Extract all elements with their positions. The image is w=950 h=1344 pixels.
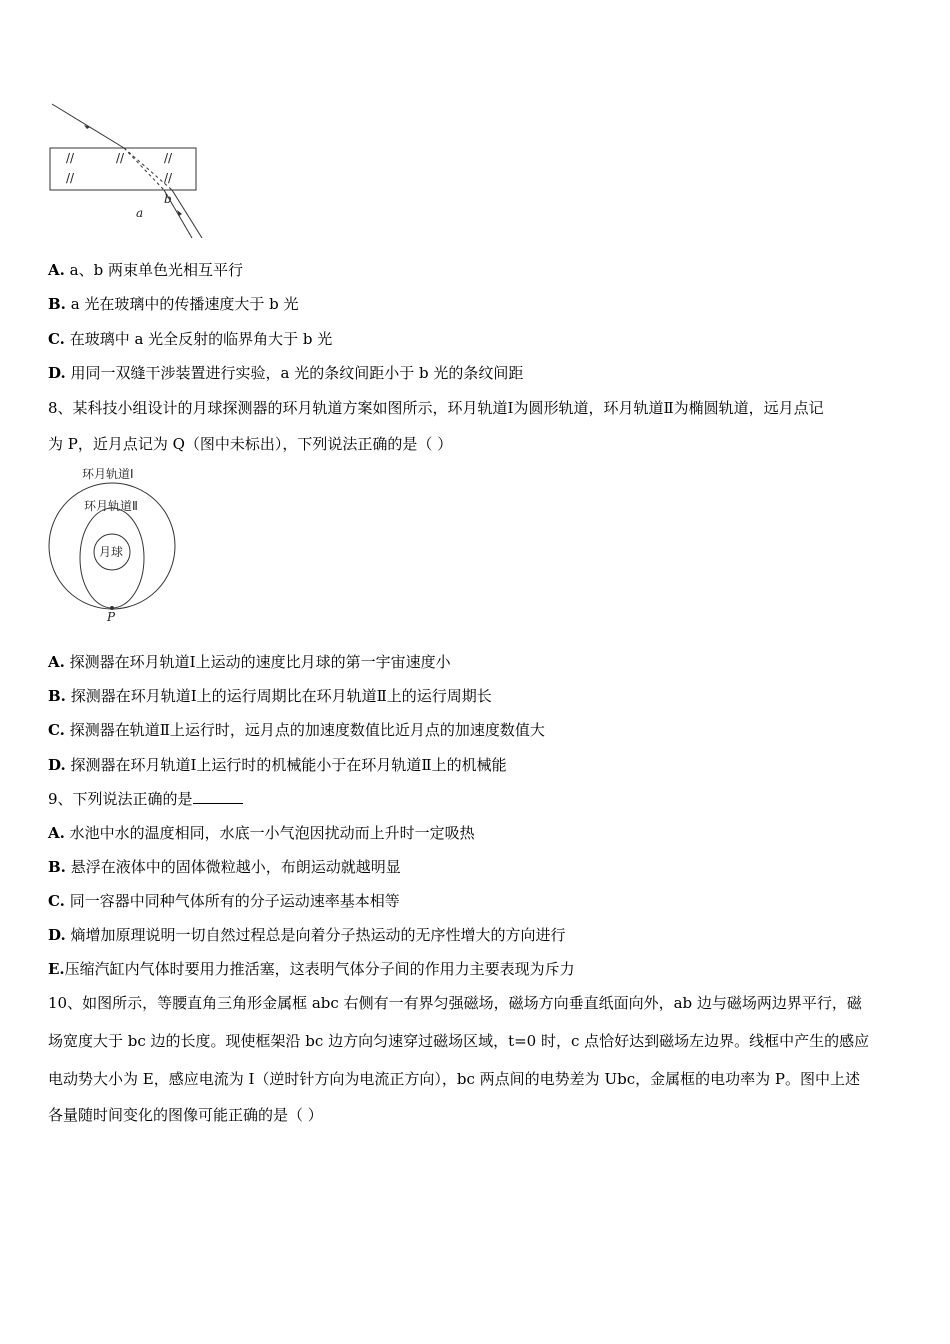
q9-option-a[interactable]: A. 水池中水的温度相同，水底一小气泡因扰动而上升时一定吸热	[48, 824, 475, 842]
label-b: b	[164, 192, 172, 206]
point-p-label: P	[107, 610, 116, 624]
q9-option-b[interactable]: B. 悬浮在液体中的固体微粒越小，布朗运动就越明显	[48, 858, 401, 876]
q10-line3: 电动势大小为 E，感应电流为 I（逆时针方向为电流正方向），bc 两点间的电势差为 Ubc，金属框的电功率为 P。图中上述	[48, 1070, 860, 1088]
svg-text://: //	[116, 151, 125, 165]
svg-text://: //	[164, 151, 173, 165]
answer-blank[interactable]	[193, 789, 243, 804]
q9-option-d[interactable]: D. 熵增加原理说明一切自然过程总是向着分子热运动的无序性增大的方向进行	[48, 926, 566, 944]
glass-block-figure	[46, 100, 216, 245]
orbit2-label: 环月轨道Ⅱ	[84, 499, 138, 513]
q8-option-a[interactable]: A. 探测器在环月轨道Ⅰ上运动的速度比月球的第一宇宙速度小	[48, 653, 451, 671]
q8-option-b[interactable]: B. 探测器在环月轨道Ⅰ上的运行周期比在环月轨道Ⅱ上的运行周期长	[48, 687, 492, 705]
q7-option-c[interactable]: C. 在玻璃中 a 光全反射的临界角大于 b 光	[48, 330, 333, 348]
svg-text://: //	[66, 151, 75, 165]
q7-option-d[interactable]: D. 用同一双缝干涉装置进行实验，a 光的条纹间距小于 b 光的条纹间距	[48, 364, 524, 382]
q8-stem-line1: 8、某科技小组设计的月球探测器的环月轨道方案如图所示，环月轨道Ⅰ为圆形轨道，环月轨道Ⅱ为椭圆轨道，远月点记	[48, 399, 824, 417]
q8-option-d[interactable]: D. 探测器在环月轨道Ⅰ上运行时的机械能小于在环月轨道Ⅱ上的机械能	[48, 756, 507, 774]
q10-line1: 10、如图所示，等腰直角三角形金属框 abc 右侧有一有界匀强磁场，磁场方向垂直纸面向外，ab 边与磁场两边界平行，磁	[48, 994, 862, 1012]
moon-label: 月球	[99, 545, 124, 559]
q10-line2: 场宽度大于 bc 边的长度。现使框架沿 bc 边方向匀速穿过磁场区域，t=0 时，c 点恰好达到磁场左边界。线框中产生的感应	[48, 1032, 870, 1050]
lunar-orbit-figure	[44, 462, 184, 624]
q8-option-c[interactable]: C. 探测器在轨道Ⅱ上运行时，远月点的加速度数值比近月点的加速度数值大	[48, 721, 545, 739]
q7-option-b[interactable]: B. a 光在玻璃中的传播速度大于 b 光	[48, 295, 299, 313]
label-a: a	[136, 206, 144, 220]
svg-text://: //	[164, 171, 173, 185]
svg-text://: //	[66, 171, 75, 185]
q9-option-e[interactable]: E.压缩汽缸内气体时要用力推活塞，这表明气体分子间的作用力主要表现为斥力	[48, 960, 575, 978]
q8-stem-line2: 为 P，近月点记为 Q（图中未标出），下列说法正确的是（ ）	[48, 435, 453, 453]
q10-line4: 各量随时间变化的图像可能正确的是（ ）	[48, 1106, 323, 1124]
q9-option-c[interactable]: C. 同一容器中同种气体所有的分子运动速率基本相等	[48, 892, 400, 910]
q9-stem: 9、下列说法正确的是	[48, 788, 243, 810]
orbit1-label: 环月轨道Ⅰ	[82, 467, 134, 481]
q7-option-a[interactable]: A. a、b 两束单色光相互平行	[48, 261, 243, 279]
